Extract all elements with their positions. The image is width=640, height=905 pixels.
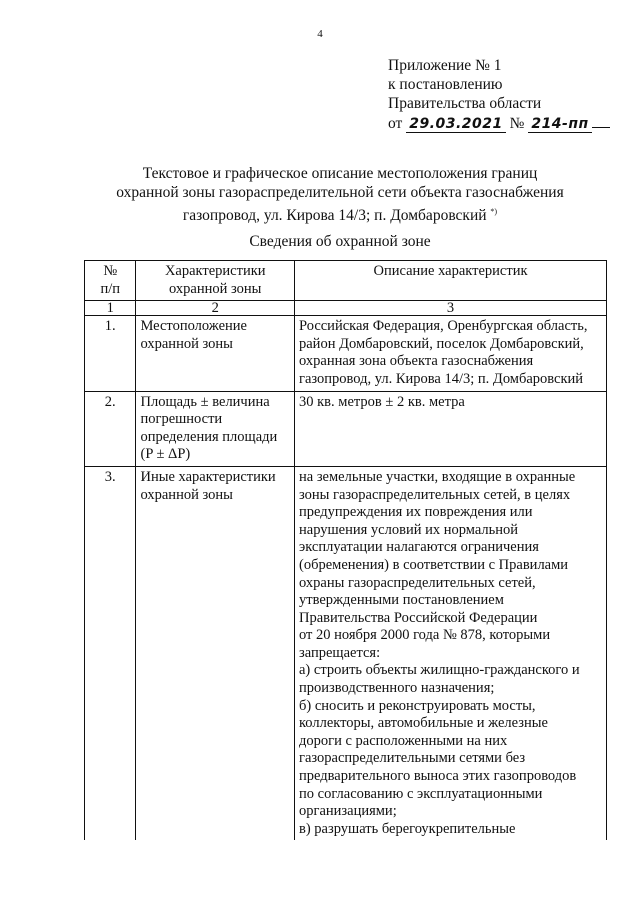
description-line: Российская Федерация, Оренбургская область, (299, 318, 588, 335)
row-characteristic (136, 391, 295, 466)
description-line: запрещается: (299, 644, 381, 661)
description-line: организациями; (299, 803, 397, 820)
column-number-row (85, 301, 607, 316)
description-line: газораспределительными сетями без (299, 750, 526, 767)
header-num-line-2: п/п (100, 280, 121, 297)
header-num (85, 261, 136, 301)
description-line: предупреждения их повреждения или (299, 504, 533, 521)
description-line: б) сносить и реконструировать мосты, (299, 697, 536, 714)
characteristic-line: (P ± ΔP) (140, 446, 191, 463)
characteristic-line: охранной зоны (140, 486, 233, 503)
row-number: 1. (85, 316, 136, 391)
title-line-3 (40, 202, 640, 225)
description-line: газопровод, ул. Кирова 14/3; п. Домбаровский (299, 370, 584, 387)
table-body (85, 316, 607, 841)
underline-tail (592, 113, 610, 128)
handwritten-number: 214-пп (528, 116, 591, 133)
characteristic-line: Иные характеристики (140, 468, 276, 485)
column-number: 3 (295, 301, 607, 316)
table-row (85, 391, 607, 466)
row-description (295, 316, 607, 391)
title-line-2: охранной зоны газораспределительной сети объекта газоснабжения (116, 184, 564, 201)
footnote-mark: *) (490, 207, 498, 216)
appendix-line-3: Правительства области (388, 95, 542, 112)
description-line: охранная зона объекта газоснабжения (299, 353, 534, 370)
appendix-date-line (388, 113, 610, 134)
description-line: коллекторы, автомобильные и железные (299, 715, 548, 732)
protection-zone-table (84, 260, 607, 840)
description-line: по согласованию с эксплуатационными (299, 785, 543, 802)
header-num-line-1: № (103, 263, 118, 279)
description-line: Правительства Российской Федерации (299, 609, 538, 626)
header-description (295, 261, 607, 301)
column-number: 2 (136, 301, 295, 316)
description-line: (обременения) в соответствии с Правилами (299, 556, 569, 573)
row-description (295, 466, 607, 840)
table-row (85, 466, 607, 840)
characteristic-line: охранной зоны (140, 335, 233, 352)
row-characteristic (136, 466, 295, 840)
characteristic-line: определения площади (140, 428, 278, 445)
date-prefix: от (388, 115, 403, 132)
table-caption: Сведения об охранной зоне (249, 233, 431, 250)
header-characteristics (136, 261, 295, 301)
description-line: 30 кв. метров ± 2 кв. метра (299, 393, 465, 410)
table-row (85, 316, 607, 391)
characteristic-line: Местоположение (140, 318, 247, 335)
handwritten-date: 29.03.2021 (406, 116, 506, 133)
description-line: утвержденными постановлением (299, 592, 504, 609)
header-char-line-1: Характеристики (164, 263, 266, 279)
header-desc-text: Описание характеристик (373, 263, 528, 279)
appendix-line-1: Приложение № 1 (388, 57, 502, 74)
number-sign: № (509, 115, 525, 132)
description-line: в) разрушать берегоукрепительные (299, 820, 516, 837)
description-line: эксплуатации налагаются ограничения (299, 539, 539, 556)
page-number: 4 (317, 28, 323, 40)
row-number: 3. (85, 466, 136, 840)
description-line: зоны газораспределительных сетей, в целях (299, 486, 571, 503)
description-line: на земельные участки, входящие в охранные (299, 468, 576, 485)
row-characteristic (136, 316, 295, 391)
description-line: нарушения условий их нормальной (299, 521, 519, 538)
description-line: охраны газораспределительных сетей, (299, 574, 536, 591)
row-number: 2. (85, 391, 136, 466)
header-char-line-2: охранной зоны (169, 280, 262, 297)
characteristic-line: погрешности (140, 411, 223, 428)
description-line: район Домбаровский, поселок Домбаровский, (299, 335, 584, 352)
description-line: от 20 ноября 2000 года № 878, которыми (299, 627, 551, 644)
characteristic-line: Площадь ± величина (140, 393, 270, 410)
description-line: а) строить объекты жилищно-гражданского и (299, 662, 580, 679)
row-description (295, 391, 607, 466)
title-line-1: Текстовое и графическое описание местоположения границ (142, 165, 538, 182)
column-number: 1 (85, 301, 136, 316)
description-line: дороги с расположенными на них (299, 732, 508, 749)
appendix-line-2: к постановлению (388, 76, 503, 93)
description-line: предварительного выноса этих газопроводов (299, 768, 577, 785)
description-line: производственного назначения; (299, 680, 495, 697)
title-line-3-text: газопровод, ул. Кирова 14/3; п. Домбаровский (182, 207, 487, 225)
header-row (85, 261, 607, 301)
